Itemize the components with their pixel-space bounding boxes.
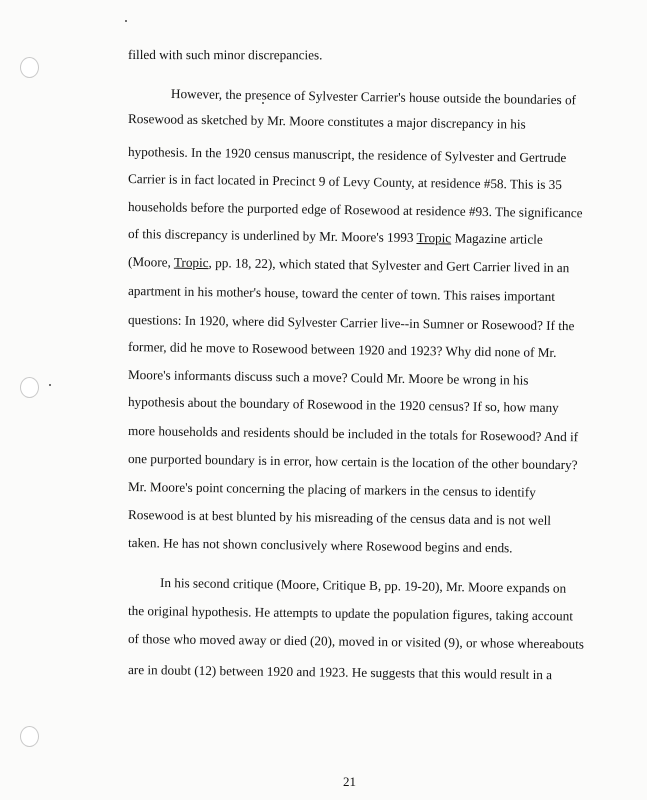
text-line-14: more households and residents should be included in the totals for Rosewood? And if [127, 423, 579, 445]
page-number: 21 [343, 774, 356, 789]
text-line-9: apartment in his mother's house, toward the center of town. This raises important [127, 283, 556, 304]
text-line-12: Moore's informants discuss such a move? Could Mr. Moore be wrong in his [127, 367, 529, 388]
scan-speck [49, 384, 51, 386]
text-line-10: questions: In 1920, where did Sylvester Carrier live--in Sumner or Rosewood? If the [127, 312, 575, 334]
text-line-6: households before the purported edge of Rosewood at residence #93. The significance [127, 199, 583, 221]
text-line-21: of those who moved away or died (20), moved in or visited (9), or whose whereabouts [127, 631, 585, 652]
text-line-4: hypothesis. In the 1920 census manuscript, the residence of Sylvester and Gertrude [127, 144, 567, 166]
punch-hole-top [20, 57, 39, 78]
scan-speck [125, 20, 127, 22]
text-line-8: (Moore, Tropic, pp. 18, 22), which stated that Sylvester and Gert Carrier lived in an [127, 254, 570, 276]
text-line-22: are in doubt (12) between 1920 and 1923. He suggests that this would result in a [127, 662, 553, 683]
text-line-15: one purported boundary is in error, how certain is the location of the other boundary? [127, 451, 578, 473]
text-line-13: hypothesis about the boundary of Rosewood in the 1920 census? If so, how many [127, 394, 559, 416]
text-line-2: However, the presence of Sylvester Carrier's house outside the boundaries of [170, 86, 577, 108]
text-line-3: Rosewood as sketched by Mr. Moore constitutes a major discrepancy in his [127, 111, 526, 132]
text-line-16: Mr. Moore's point concerning the placing of markers in the census to identify [127, 479, 536, 500]
text-line-1: filled with such minor discrepancies. [127, 47, 323, 63]
text-line-19: In his second critique (Moore, Critique B, pp. 19-20), Mr. Moore expands on [159, 575, 567, 596]
text-line-17: Rosewood is at best blunted by his misreading of the census data and is not well [127, 507, 552, 528]
text-line-5: Carrier is in fact located in Precinct 9 of Levy County, at residence #58. This is 35 [127, 171, 563, 193]
text-line-18: taken. He has not shown conclusively where Rosewood begins and ends. [127, 535, 513, 556]
punch-hole-bottom [20, 726, 39, 747]
text-line-20: the original hypothesis. He attempts to update the population figures, taking account [127, 603, 574, 624]
punch-hole-middle [20, 377, 39, 398]
text-line-11: former, did he move to Rosewood between 1920 and 1923? Why did none of Mr. [127, 339, 557, 360]
text-line-7: of this discrepancy is underlined by Mr. Moore's 1993 Tropic Magazine article [127, 226, 543, 247]
